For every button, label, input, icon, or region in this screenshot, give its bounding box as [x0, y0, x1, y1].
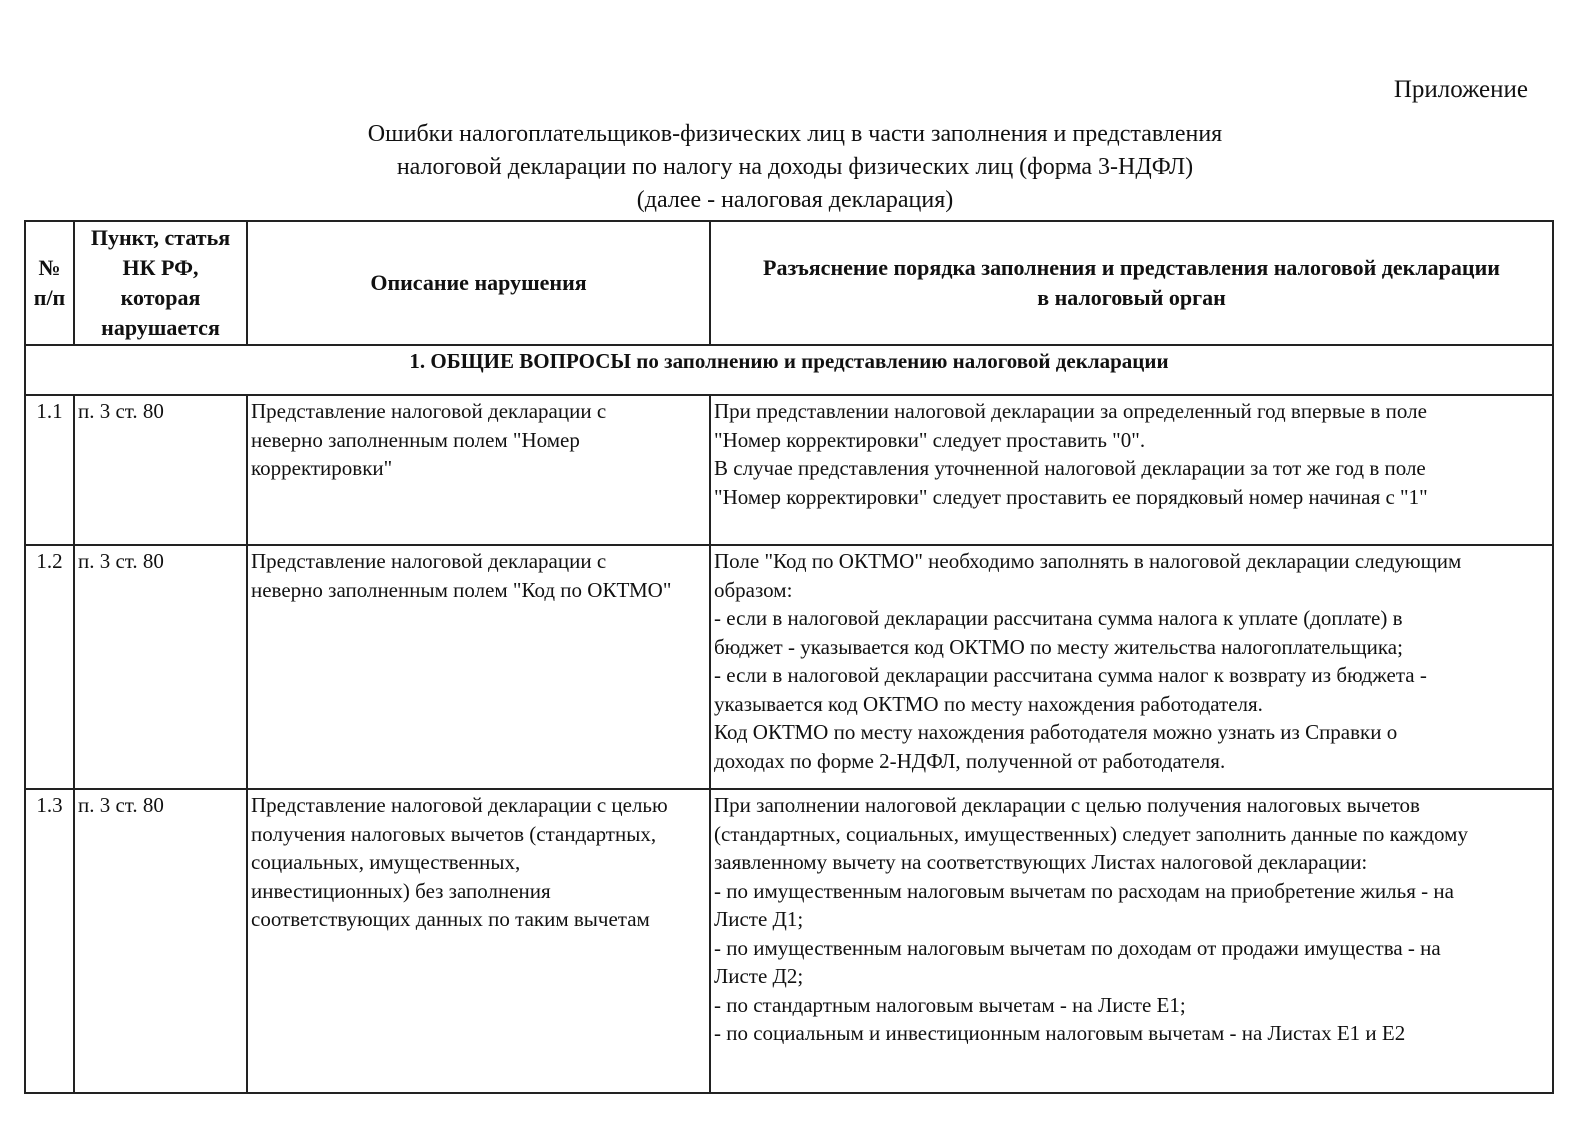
title-line: (далее - налоговая декларация) — [636, 187, 954, 213]
header-num: № п/п — [25, 221, 74, 345]
row-num: 1.2 — [25, 545, 74, 789]
row-article: п. 3 ст. 80 — [74, 395, 247, 545]
section-row — [25, 345, 1553, 395]
row-explanation: При заполнении налоговой декларации с целью получения налоговых вычетов (стандартных, социальных, имущественных) следует заполнить данные по каждому заявленному вычету на соответствующих Листах налоговой декларации: - по имущественным налоговым вычетам по расходам на приобретение жилья - на Листе Д1; - по имущественным налоговым вычетам по доходам от продажи имущества - на Листе Д2; - по стандартным налоговым вычетам - на Листе Е1; - по социальным и инвестиционным налоговым вычетам - на Листах Е1 и Е2 — [710, 789, 1553, 1093]
table-row — [25, 789, 1553, 1093]
title-line: налоговой декларации по налогу на доходы физических лиц (форма 3-НДФЛ) — [396, 154, 1194, 180]
row-article: п. 3 ст. 80 — [74, 789, 247, 1093]
row-description: Представление налоговой декларации с неверно заполненным полем "Код по ОКТМО" — [247, 545, 710, 789]
table-row — [25, 395, 1553, 545]
row-num: 1.1 — [25, 395, 74, 545]
header-description: Описание нарушения — [247, 221, 710, 345]
row-description: Представление налоговой декларации с неверно заполненным полем "Номер корректировки" — [247, 395, 710, 545]
section-title: 1. ОБЩИЕ ВОПРОСЫ по заполнению и представлению налоговой декларации — [25, 345, 1553, 395]
table-row — [25, 545, 1553, 789]
table-header-row — [25, 221, 1553, 345]
document-title — [0, 118, 1590, 217]
errors-table — [24, 220, 1554, 1094]
row-article: п. 3 ст. 80 — [74, 545, 247, 789]
row-num: 1.3 — [25, 789, 74, 1093]
appendix-label: Приложение — [1393, 76, 1528, 103]
row-description: Представление налоговой декларации с целью получения налоговых вычетов (стандартных, социальных, имущественных, инвестиционных) без заполнения соответствующих данных по таким вычетам — [247, 789, 710, 1093]
row-explanation: При представлении налоговой декларации за определенный год впервые в поле "Номер корректировки" следует проставить "0". В случае представления уточненной налоговой декларации за тот же год в поле "Номер корректировки" следует проставить ее порядковый номер начиная с "1" — [710, 395, 1553, 545]
header-explanation: Разъяснение порядка заполнения и представления налоговой декларации в налоговый орган — [710, 221, 1553, 345]
row-explanation: Поле "Код по ОКТМО" необходимо заполнять в налоговой декларации следующим образом: - если в налоговой декларации рассчитана сумма налога к уплате (доплате) в бюджет - указывается код ОКТМО по месту жительства налогоплательщика; - если в налоговой декларации рассчитана сумма налог к возврату из бюджета - указывается код ОКТМО по месту нахождения работодателя. Код ОКТМО по месту нахождения работодателя можно узнать из Справки о доходах по форме 2-НДФЛ, полученной от работодателя. — [710, 545, 1553, 789]
title-line: Ошибки налогоплательщиков-физических лиц в части заполнения и представления — [367, 121, 1223, 147]
header-article: Пункт, статья НК РФ, которая нарушается — [74, 221, 247, 345]
